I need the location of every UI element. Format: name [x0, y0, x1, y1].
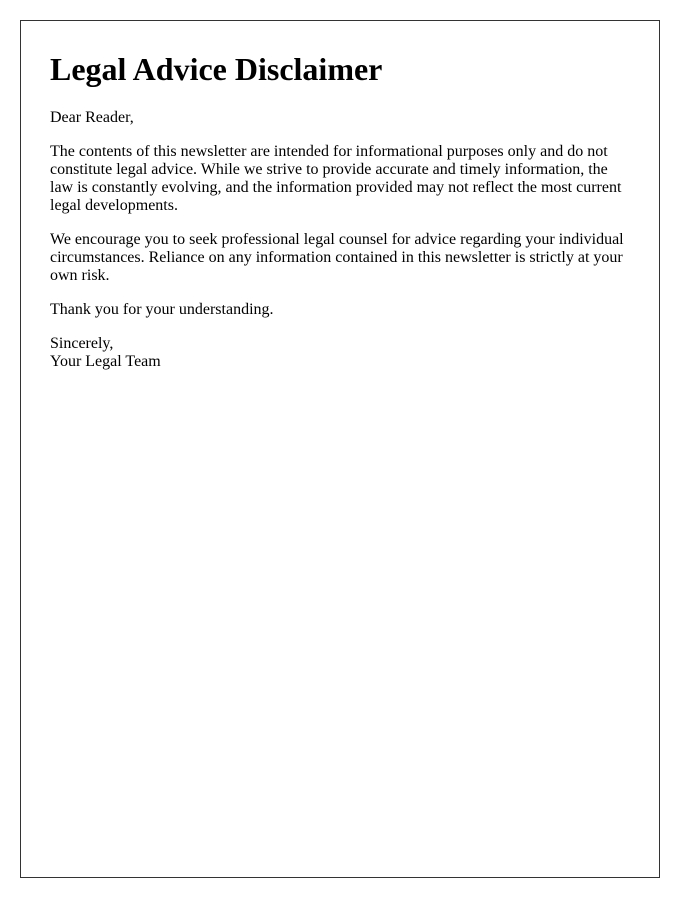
body-paragraph: The contents of this newsletter are intended for informational purposes only and do not constitute legal advice. While we strive to provide accurate and timely information, the law is constantly evolving, and the information provided may not reflect the most current legal developments. [50, 143, 622, 214]
body-paragraph: We encourage you to seek professional legal counsel for advice regarding your individual circumstances. Reliance on any information contained in this newsletter is strictly at your own risk. [50, 231, 624, 284]
signoff [50, 335, 630, 371]
closing: Sincerely, [50, 335, 114, 352]
document-title: Legal Advice Disclaimer [50, 51, 383, 87]
document-content [50, 51, 630, 371]
salutation: Dear Reader, [50, 109, 134, 126]
document-page [20, 20, 660, 878]
body-paragraph: Thank you for your understanding. [50, 301, 274, 318]
signature: Your Legal Team [50, 353, 161, 370]
